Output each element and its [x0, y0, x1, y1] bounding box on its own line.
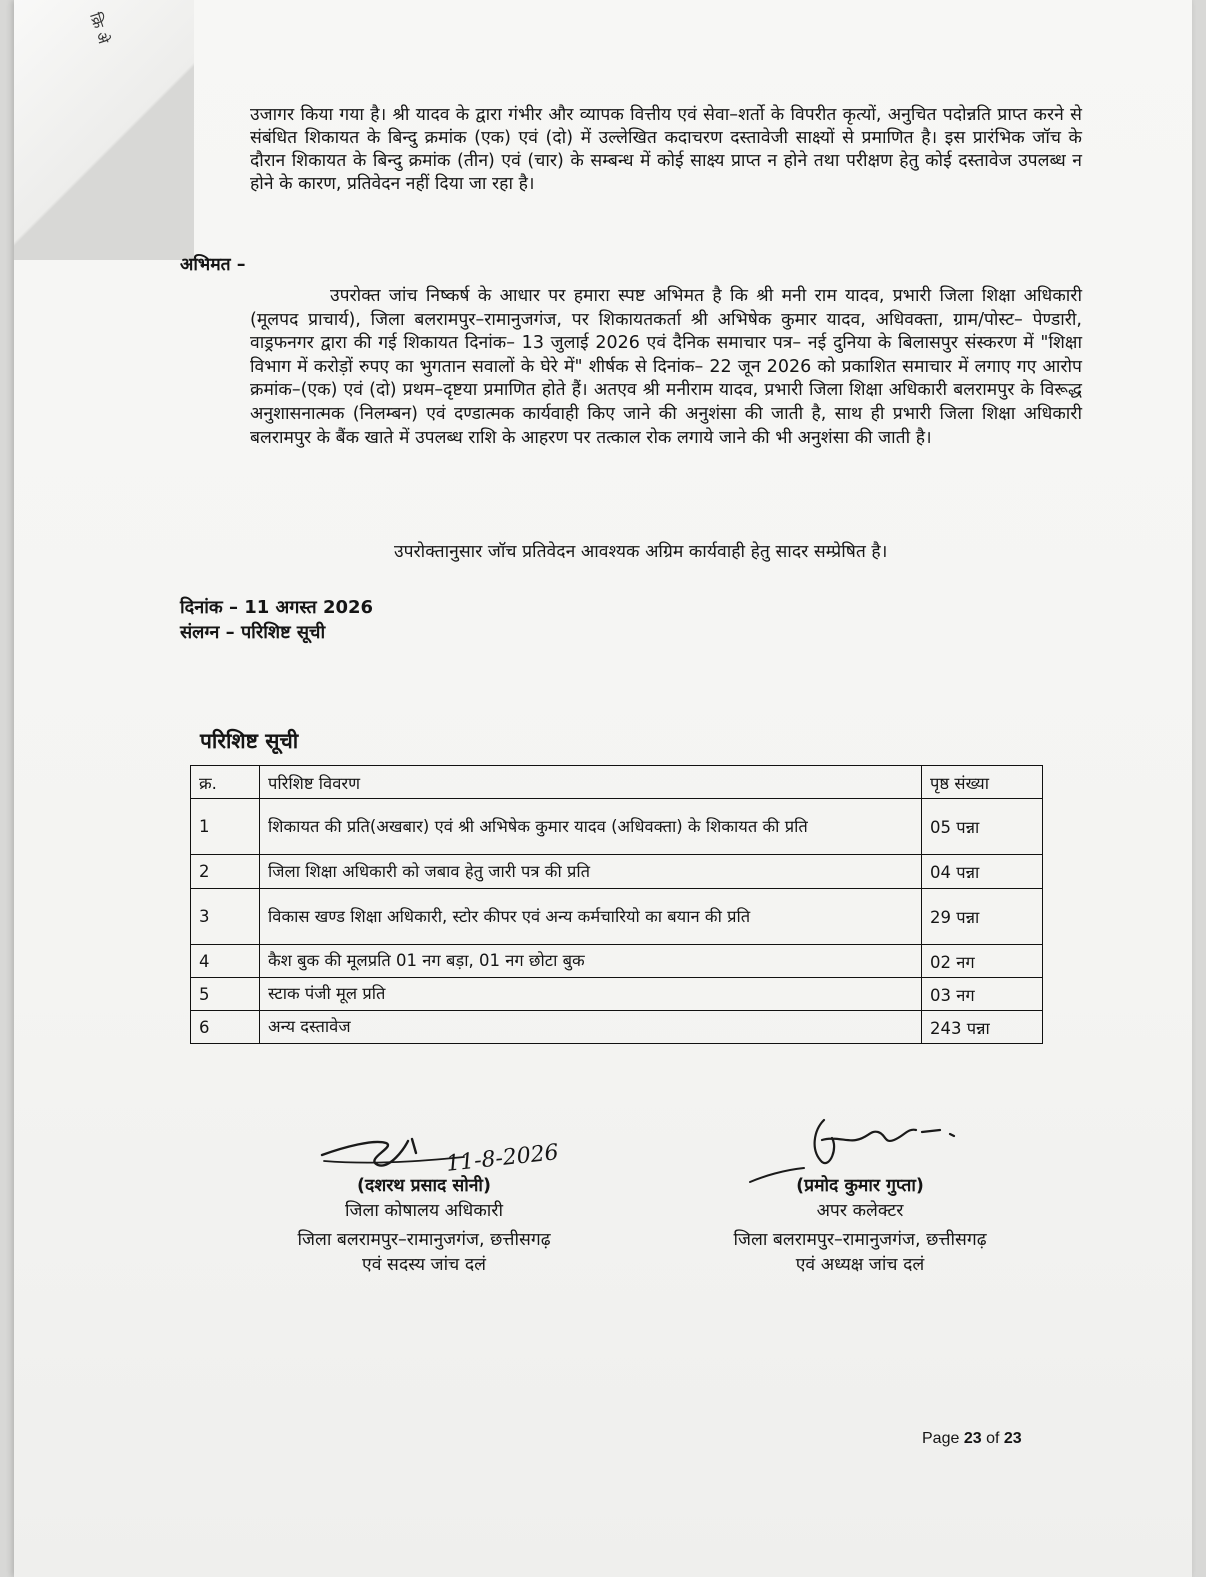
row-sn: 5: [191, 978, 260, 1011]
row-pages: 02 नग: [922, 945, 1043, 978]
left-signatory-designation: जिला कोषालय अधिकारी: [344, 1201, 503, 1221]
corner-annotation: क्रि अे: [85, 10, 113, 46]
row-sn: 2: [191, 855, 260, 889]
row-description: जिला शिक्षा अधिकारी को जबाव हेतु जारी पत्र की प्रति: [260, 855, 922, 889]
row-sn: 1: [191, 799, 260, 855]
table-row: [191, 889, 1043, 945]
table-row: [191, 799, 1043, 855]
row-sn: 4: [191, 945, 260, 978]
findings-paragraph: उजागर किया गया है। श्री यादव के द्वारा गंभीर और व्यापक वित्तीय एवं सेवा–शर्तो के विपरीत कृत्यों, अनुचित पदोन्नति प्राप्त करने से संबंधित शिकायत के बिन्दु क्रमांक (एक) एवं (दो) में उल्लेखित कदाचरण दस्तावेजी साक्ष्यों से प्रमाणित है। इस प्रारंभिक जॉच के दौरान शिकायत के बिन्दु क्रमांक (तीन) एवं (चार) के सम्बन्ध में कोई साक्ष्य प्राप्त न होने तथा परीक्षण हेतु कोई दस्तावेज उपलब्ध न होने के कारण, प्रतिवेदन नहीं दिया जा रहा है।: [250, 105, 1082, 194]
header-sn: क्र.: [191, 766, 260, 799]
row-pages: 29 पन्ना: [922, 889, 1043, 945]
opinion-paragraph: उपरोक्त जांच निष्कर्ष के आधार पर हमारा स्पष्ट अभिमत है कि श्री मनी राम यादव, प्रभारी जिला शिक्षा अधिकारी (मूलपद प्राचार्य), जिला बलरामपुर–रामानुजगंज, पर शिकायतकर्ता श्री अभिषेक कुमार यादव, अधिवक्ता, ग्राम/पोस्ट– पेण्डारी, वाड्रफनगर द्वारा की गई शिकायत दिनांक– 13 जुलाई 2026 एवं दैनिक समाचार पत्र– नई दुनिया के बिलासपुर संस्करण में "शिक्षा विभाग में करोड़ों रुपए का भुगतान सवालों के घेरे में" शीर्षक से दिनांक– 22 जून 2026 को प्रकाशित समाचार में लगाए गए आरोप क्रमांक–(एक) एवं (दो) प्रथम–दृष्टया प्रमाणित होते हैं। अतएव श्री मनीराम यादव, प्रभारी जिला शिक्षा अधिकारी बलरामपुर के विरूद्ध अनुशासनात्मक (निलम्बन) एवं दण्डात्मक कार्यवाही किए जाने की अनुशंसा की जाती है, साथ ही प्रभारी जिला शिक्षा अधिकारी बलरामपुर के बैंक खाते में उपलब्ध राशि के आहरण पर तत्काल रोक लगाये जाने की भी अनुशंसा की जाती है।: [250, 286, 1082, 448]
table-row: [191, 855, 1043, 889]
forwarding-line: उपरोक्तानुसार जॉच प्रतिवेदन आवश्यक अग्रिम कार्यवाही हेतु सादर सम्प्रेषित है।: [394, 542, 888, 562]
row-description: कैश बुक की मूलप्रति 01 नग बड़ा, 01 नग छोटा बुक: [260, 945, 922, 978]
row-sn: 6: [191, 1011, 260, 1044]
row-sn: 3: [191, 889, 260, 945]
document-page: [14, 0, 1192, 1577]
page-of: of: [986, 1430, 1000, 1447]
right-signatory-designation: अपर कलेक्टर: [816, 1201, 904, 1221]
page-current: 23: [963, 1430, 982, 1447]
row-pages: 03 नग: [922, 978, 1043, 1011]
table-row: [191, 1011, 1043, 1044]
left-signatory-district: जिला बलरामपुर–रामानुजगंज, छत्तीसगढ़: [297, 1230, 551, 1250]
right-signatory-block: [670, 1174, 1050, 1278]
appendix-table: [190, 765, 1043, 1044]
page-prefix: Page: [922, 1430, 960, 1447]
row-description: अन्य दस्तावेज: [260, 1011, 922, 1044]
row-description: विकास खण्ड शिक्षा अधिकारी, स्टोर कीपर एवं अन्य कर्मचारियो का बयान की प्रति: [260, 889, 922, 945]
row-pages: 04 पन्ना: [922, 855, 1043, 889]
right-signatory-role: एवं अध्यक्ष जांच दलं: [795, 1255, 925, 1275]
row-pages: 05 पन्ना: [922, 799, 1043, 855]
header-description: परिशिष्ट विवरण: [260, 766, 922, 799]
left-signatory-name: (दशरथ प्रसाद सोनी): [357, 1176, 491, 1196]
appendix-title: परिशिष्ट सूची: [200, 729, 299, 753]
table-header-row: [191, 766, 1043, 799]
left-signatory-block: [234, 1174, 614, 1278]
left-signatory-role: एवं सदस्य जांच दलं: [362, 1255, 486, 1275]
row-description: स्टाक पंजी मूल प्रति: [260, 978, 922, 1011]
right-signatory-name: (प्रमोद कुमार गुप्ता): [796, 1176, 924, 1196]
right-signatory-district: जिला बलरामपुर–रामानुजगंज, छत्तीसगढ़: [733, 1230, 987, 1250]
opinion-heading: अभिमत –: [180, 255, 246, 275]
page-number: [922, 1430, 1022, 1448]
attachment-line: संलग्न – परिशिष्ट सूची: [180, 622, 326, 643]
page-total: 23: [1003, 1430, 1022, 1447]
table-row: [191, 978, 1043, 1011]
table-row: [191, 945, 1043, 978]
header-pages: पृष्ठ संख्या: [922, 766, 1043, 799]
row-description: शिकायत की प्रति(अखबार) एवं श्री अभिषेक कुमार यादव (अधिवक्ता) के शिकायत की प्रति: [260, 799, 922, 855]
left-signature-date: 11-8-2026: [445, 1140, 560, 1177]
row-pages: 243 पन्ना: [922, 1011, 1043, 1044]
date-line: दिनांक – 11 अगस्त 2026: [180, 597, 374, 618]
